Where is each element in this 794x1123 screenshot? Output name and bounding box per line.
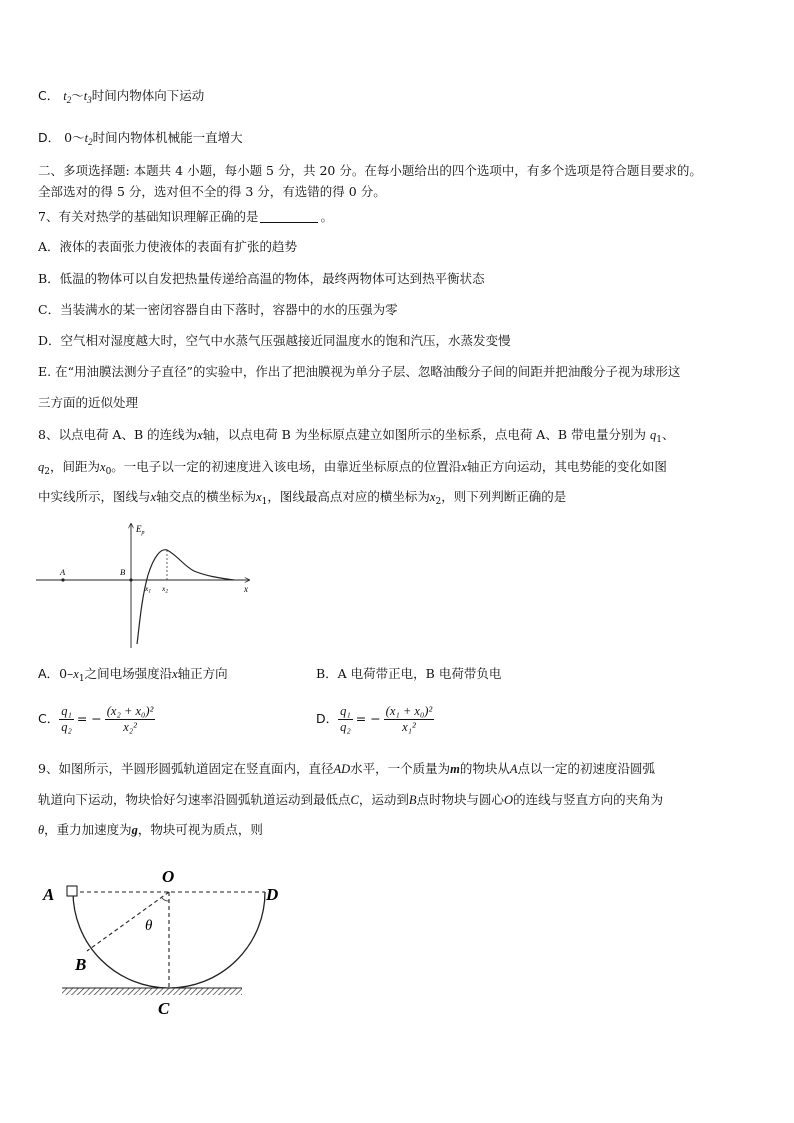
theta-angle-arc	[162, 898, 169, 901]
q7-option-b: B．低温的物体可以自发把热量传递给高温的物体，最终两物体可达到热平衡状态	[38, 271, 485, 286]
q6-option-d: D． $0\sim t_2$时间内物体机械能一直增大	[38, 130, 243, 147]
y-axis-label: $E_p$	[136, 524, 145, 536]
point-b-label: B	[120, 567, 126, 577]
q9-stem-line1: 9、如图所示，半圆形圆弧轨道固定在竖直面内，直径AD水平，一个质量为m的物块从A点以一定的初速度沿圆弧	[38, 761, 656, 776]
label-b: B	[75, 955, 87, 974]
point-a-label: A	[60, 567, 66, 577]
fraction-q1-q2: $\frac{\text{q₁}}{\text{q₂}}$	[340, 703, 351, 734]
answer-blank[interactable]	[260, 211, 318, 223]
q8-option-c: C． $\frac{\text{q₁}}{\text{q₂}}$ = − $\frac{\text{(x₂ + x₀)²}}{\text{x₂²}}$	[38, 703, 154, 734]
fraction-q1-q2: $\frac{\text{q₁}}{\text{q₂}}$	[61, 703, 72, 734]
fraction-rhs: $\frac{\text{(x₂ + x₀)²}}{\text{x₂²}}$	[106, 703, 154, 734]
label-o: O	[162, 867, 175, 886]
label-theta: θ	[145, 918, 153, 934]
label-c: C	[158, 999, 170, 1018]
q9-stem-line2: 轨道向下运动，物块恰好匀速率沿圆弧轨道运动到最低点C，运动到B点时物块与圆心O的连线与竖直方向的夹角为	[38, 792, 664, 807]
option-label: C．	[38, 88, 60, 103]
ground-hatch	[62, 988, 242, 995]
section-header-line1: 二、多项选择题: 本题共 4 小题，每小题 5 分，共 20 分。在每小题给出的四个选项中，有多个选项是符合题目要求的。	[38, 163, 702, 178]
x-axis-label: x	[244, 584, 248, 594]
q8-option-d: D． $\frac{\text{q₁}}{\text{q₂}}$ = − $\frac{\text{(x₁ + x₀)²}}{\text{x₁²}}$	[316, 703, 433, 734]
block-at-a	[67, 886, 77, 896]
fraction-rhs: $\frac{\text{(x₁ + x₀)²}}{\text{x₁²}}$	[385, 703, 433, 734]
radius-ob	[87, 892, 169, 951]
q7-option-a: A．液体的表面张力使液体的表面有扩张的趋势	[38, 239, 298, 254]
q7-option-c: C．当装满水的某一密闭容器自由下落时，容器中的水的压强为零	[38, 302, 398, 317]
section-header-line2: 全部选对的得 5 分，选对但不全的得 3 分，有选错的得 0 分。	[38, 184, 386, 199]
q7-stem: 7、有关对热学的基础知识理解正确的是 。	[38, 209, 333, 224]
q7-option-e-line2: 三方面的近似处理	[38, 395, 139, 410]
q8-stem-line3: 中实线所示，图线与x轴交点的横坐标为$x_1$，图线最高点对应的横坐标为$x_2$，则下列判断正确的是	[38, 489, 567, 507]
option-label: D．	[38, 130, 61, 145]
point-b	[129, 578, 132, 581]
q8-stem-line1: 8、以点电荷 A、B 的连线为x轴，以点电荷 B 为坐标原点建立如图所示的坐标系，点电荷 A、B 带电量分别为 $q_1$、	[38, 427, 675, 445]
point-a	[61, 578, 64, 581]
x2-label: $x_2$	[162, 584, 169, 595]
q7-option-e-line1: E. 在“用油膜法测分子直径”的实验中，作出了把油膜视为单分子层、忽略油酸分子间的间距并把油酸分子视为球形这	[38, 364, 681, 379]
label-a: A	[43, 885, 55, 904]
x1-label: $x_1$	[145, 584, 152, 595]
q8-potential-energy-graph	[34, 520, 264, 650]
q8-stem-line2: $q_2$，间距为$x_0$。一电子以一定的初速度进入该电场，由靠近坐标原点的位置沿x轴正方向运动，其电势能的变化如图	[38, 459, 667, 477]
q9-stem-line3: θ，重力加速度为g，物块可视为质点，则	[38, 822, 263, 837]
q7-option-d: D．空气相对湿度越大时，空气中水蒸气压强越接近同温度水的饱和汽压，水蒸发变慢	[38, 333, 511, 348]
label-d: D	[266, 885, 279, 904]
q8-option-a: A．$0-x_1$之间电场强度沿x轴正方向	[38, 666, 228, 684]
q8-option-b: B．A 电荷带正电，B 电荷带负电	[316, 666, 502, 681]
q9-semicircle-track-figure	[40, 862, 300, 1022]
q6-option-c: C． $t_2\sim t_3$时间内物体向下运动	[38, 88, 205, 105]
potential-energy-curve	[137, 550, 234, 644]
